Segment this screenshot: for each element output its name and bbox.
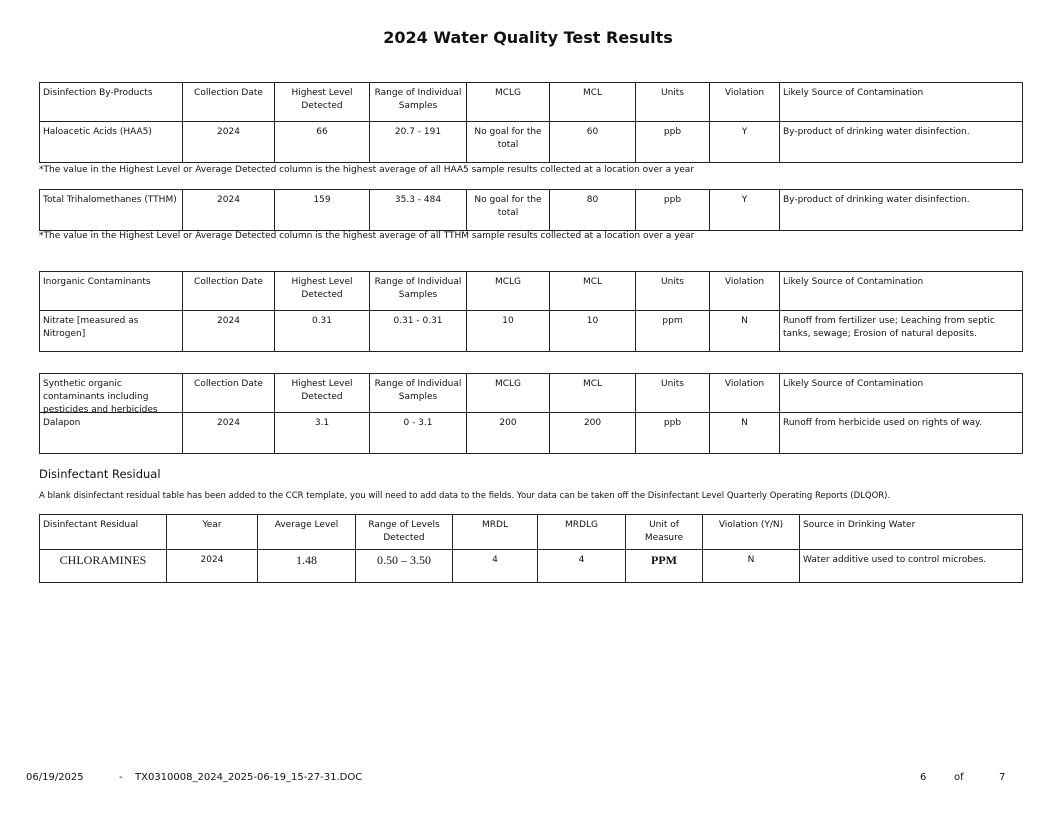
table-cell: 60	[550, 122, 636, 163]
table-cell: 200	[467, 413, 550, 454]
header-cell: Collection Date	[183, 272, 275, 311]
table-cell: 2024	[183, 190, 275, 231]
table-cell: Water additive used to control microbes.	[800, 550, 1023, 583]
table-cell: 0.31 - 0.31	[370, 311, 467, 352]
header-cell: MCL	[550, 83, 636, 122]
table-row	[40, 190, 1023, 231]
dbp-tthm-table	[39, 189, 1023, 231]
table-cell: PPM	[626, 550, 703, 583]
table-cell: Runoff from herbicide used on rights of way.	[780, 413, 1023, 454]
table-cell: 4	[538, 550, 626, 583]
dbp-haa5-table	[39, 82, 1023, 163]
table-cell: 2024	[167, 550, 258, 583]
disinfectant-residual-table	[39, 514, 1023, 583]
header-cell: Likely Source of Contamination	[780, 272, 1023, 311]
table-cell: 3.1	[275, 413, 370, 454]
table-cell: CHLORAMINES	[40, 550, 167, 583]
header-cell: Range of Individual Samples	[370, 83, 467, 122]
table-cell: 66	[275, 122, 370, 163]
table-cell: By-product of drinking water disinfection.	[780, 122, 1023, 163]
table-header-row	[40, 83, 1023, 122]
header-cell: Range of Individual Samples	[370, 374, 467, 413]
header-cell: MCLG	[467, 83, 550, 122]
header-cell: MRDL	[453, 515, 538, 550]
table-cell: 10	[467, 311, 550, 352]
table-cell: N	[710, 413, 780, 454]
header-cell: Units	[636, 83, 710, 122]
header-cell: Average Level	[258, 515, 356, 550]
table-cell: Haloacetic Acids (HAA5)	[40, 122, 183, 163]
table-cell: ppb	[636, 413, 710, 454]
table-cell: Dalapon	[40, 413, 183, 454]
table-cell: N	[703, 550, 800, 583]
header-cell: MCL	[550, 272, 636, 311]
header-cell: Highest Level Detected	[275, 272, 370, 311]
table-cell: No goal for the total	[467, 190, 550, 231]
footer-filename: TX0310008_2024_2025-06-19_15-27-31.DOC	[135, 772, 363, 783]
header-cell: Units	[636, 374, 710, 413]
table-header-row	[40, 272, 1023, 311]
table-cell: 2024	[183, 122, 275, 163]
table-cell: 2024	[183, 413, 275, 454]
footer-separator: -	[119, 772, 123, 783]
table-cell: 4	[453, 550, 538, 583]
inorganic-table	[39, 271, 1023, 352]
footer-page-number: 6	[920, 772, 927, 783]
table-cell: 0.31	[275, 311, 370, 352]
header-cell: MRDLG	[538, 515, 626, 550]
header-cell: Violation	[710, 374, 780, 413]
header-cell: Highest Level Detected	[275, 83, 370, 122]
table-row	[40, 122, 1023, 163]
table-cell: 159	[275, 190, 370, 231]
header-cell: Highest Level Detected	[275, 374, 370, 413]
disinfectant-residual-heading: Disinfectant Residual	[39, 467, 161, 481]
header-cell: Violation	[710, 83, 780, 122]
tthm-footnote: *The value in the Highest Level or Average Detected column is the highest average of all TTHM sample results collected at a location over a year	[39, 231, 695, 241]
table-cell: 1.48	[258, 550, 356, 583]
table-cell: N	[710, 311, 780, 352]
disinfectant-residual-intro: A blank disinfectant residual table has been added to the CCR template, you will need to add data to the fields. Your data can be taken off the Disinfectant Level Quarterly Operating Reports (DLQOR).	[39, 491, 891, 501]
footer-date: 06/19/2025	[26, 772, 84, 783]
table-cell: Y	[710, 122, 780, 163]
table-row	[40, 550, 1023, 583]
table-cell: 20.7 - 191	[370, 122, 467, 163]
header-cell: MCLG	[467, 272, 550, 311]
header-cell: Disinfectant Residual	[40, 515, 167, 550]
header-cell: Collection Date	[183, 83, 275, 122]
header-cell: Collection Date	[183, 374, 275, 413]
header-cell: Violation	[710, 272, 780, 311]
header-cell: Range of Individual Samples	[370, 272, 467, 311]
table-cell: 0 - 3.1	[370, 413, 467, 454]
table-cell: 10	[550, 311, 636, 352]
table-cell: By-product of drinking water disinfection.	[780, 190, 1023, 231]
table-row	[40, 413, 1023, 454]
table-header-row	[40, 515, 1023, 550]
table-cell: 200	[550, 413, 636, 454]
table-cell: Nitrate [measured as Nitrogen]	[40, 311, 183, 352]
header-cell: Range of Levels Detected	[356, 515, 453, 550]
haa5-footnote: *The value in the Highest Level or Average Detected column is the highest average of all HAA5 sample results collected at a location over a year	[39, 165, 695, 175]
table-cell: 35.3 - 484	[370, 190, 467, 231]
page-title: 2024 Water Quality Test Results	[383, 28, 673, 47]
table-cell: Total Trihalomethanes (TTHM)	[40, 190, 183, 231]
synthetic-organic-table	[39, 373, 1023, 454]
table-header-row	[40, 374, 1023, 413]
footer-total-pages: 7	[999, 772, 1006, 783]
header-cell: Unit of Measure	[626, 515, 703, 550]
footer-of-label: of	[954, 772, 964, 783]
table-cell: Y	[710, 190, 780, 231]
header-cell: Source in Drinking Water	[800, 515, 1023, 550]
header-cell: MCLG	[467, 374, 550, 413]
table-cell: 2024	[183, 311, 275, 352]
header-cell: Year	[167, 515, 258, 550]
table-cell: 0.50 – 3.50	[356, 550, 453, 583]
table-row	[40, 311, 1023, 352]
header-cell: Violation (Y/N)	[703, 515, 800, 550]
header-cell: Disinfection By-Products	[40, 83, 183, 122]
table-cell: Runoff from fertilizer use; Leaching from septic tanks, sewage; Erosion of natural deposits.	[780, 311, 1023, 352]
header-cell: Likely Source of Contamination	[780, 374, 1023, 413]
header-cell: Synthetic organic contaminants including pesticides and herbicides	[40, 374, 183, 413]
table-cell: ppm	[636, 311, 710, 352]
table-cell: ppb	[636, 122, 710, 163]
header-cell: Units	[636, 272, 710, 311]
header-cell: Likely Source of Contamination	[780, 83, 1023, 122]
header-cell: Inorganic Contaminants	[40, 272, 183, 311]
table-cell: 80	[550, 190, 636, 231]
table-cell: ppb	[636, 190, 710, 231]
header-cell: MCL	[550, 374, 636, 413]
table-cell: No goal for the total	[467, 122, 550, 163]
